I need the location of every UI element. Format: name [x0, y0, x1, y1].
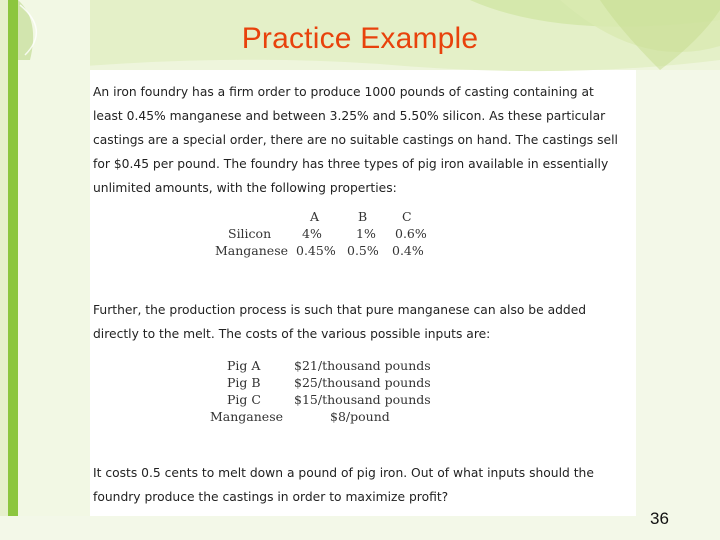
- table-row: [90, 408, 450, 425]
- table-cell: 1%: [356, 226, 376, 241]
- page-number: 36: [650, 509, 669, 528]
- table-row: [90, 391, 450, 408]
- intro-paragraph: [93, 80, 618, 200]
- text-line: It costs 0.5 cents to melt down a pound of pig iron. Out of what inputs should the: [93, 466, 594, 480]
- input-name: Pig C: [227, 392, 261, 407]
- input-name: Pig A: [227, 358, 261, 373]
- table-header-row: [90, 208, 450, 225]
- middle-paragraph: [93, 298, 593, 346]
- text-line: directly to the melt. The costs of the various possible inputs are:: [93, 327, 491, 341]
- column-header: B: [358, 209, 368, 224]
- input-name: Pig B: [227, 375, 261, 390]
- text-line: foundry produce the castings in order to maximize profit?: [93, 490, 449, 504]
- text-line: unlimited amounts, with the following properties:: [93, 181, 397, 195]
- table-row: [90, 225, 450, 242]
- row-label: Manganese: [215, 243, 289, 258]
- table-cell: 0.4%: [392, 243, 424, 258]
- table-cell: 0.5%: [347, 243, 379, 258]
- input-cost: $21/thousand pounds: [294, 358, 431, 373]
- text-line: for $0.45 per pound. The foundry has three types of pig iron available in essentially: [93, 157, 609, 171]
- problem-statement-image: [90, 80, 636, 516]
- table-cell: 4%: [302, 226, 322, 241]
- input-cost: $8/pound: [330, 409, 390, 424]
- table-row: [90, 242, 450, 259]
- input-cost: $25/thousand pounds: [294, 375, 431, 390]
- table-row: [90, 374, 450, 391]
- table-cell: 0.6%: [395, 226, 427, 241]
- column-header: A: [310, 209, 320, 224]
- table-row: [90, 357, 450, 374]
- text-line: Further, the production process is such that pure manganese can also be added: [93, 303, 587, 317]
- text-line: An iron foundry has a firm order to produce 1000 pounds of casting containing at: [93, 85, 594, 99]
- text-line: castings are a special order, there are no suitable castings on hand. The castings sell: [93, 133, 618, 147]
- input-cost: $15/thousand pounds: [294, 392, 431, 407]
- row-label: Silicon: [228, 226, 272, 241]
- input-name: Manganese: [210, 409, 284, 424]
- slide-title: Practice Example: [241, 22, 479, 55]
- table-cell: 0.45%: [296, 243, 336, 258]
- closing-paragraph: [93, 461, 593, 509]
- text-line: least 0.45% manganese and between 3.25% and 5.50% silicon. As these particular: [93, 109, 606, 123]
- column-header: C: [402, 209, 412, 224]
